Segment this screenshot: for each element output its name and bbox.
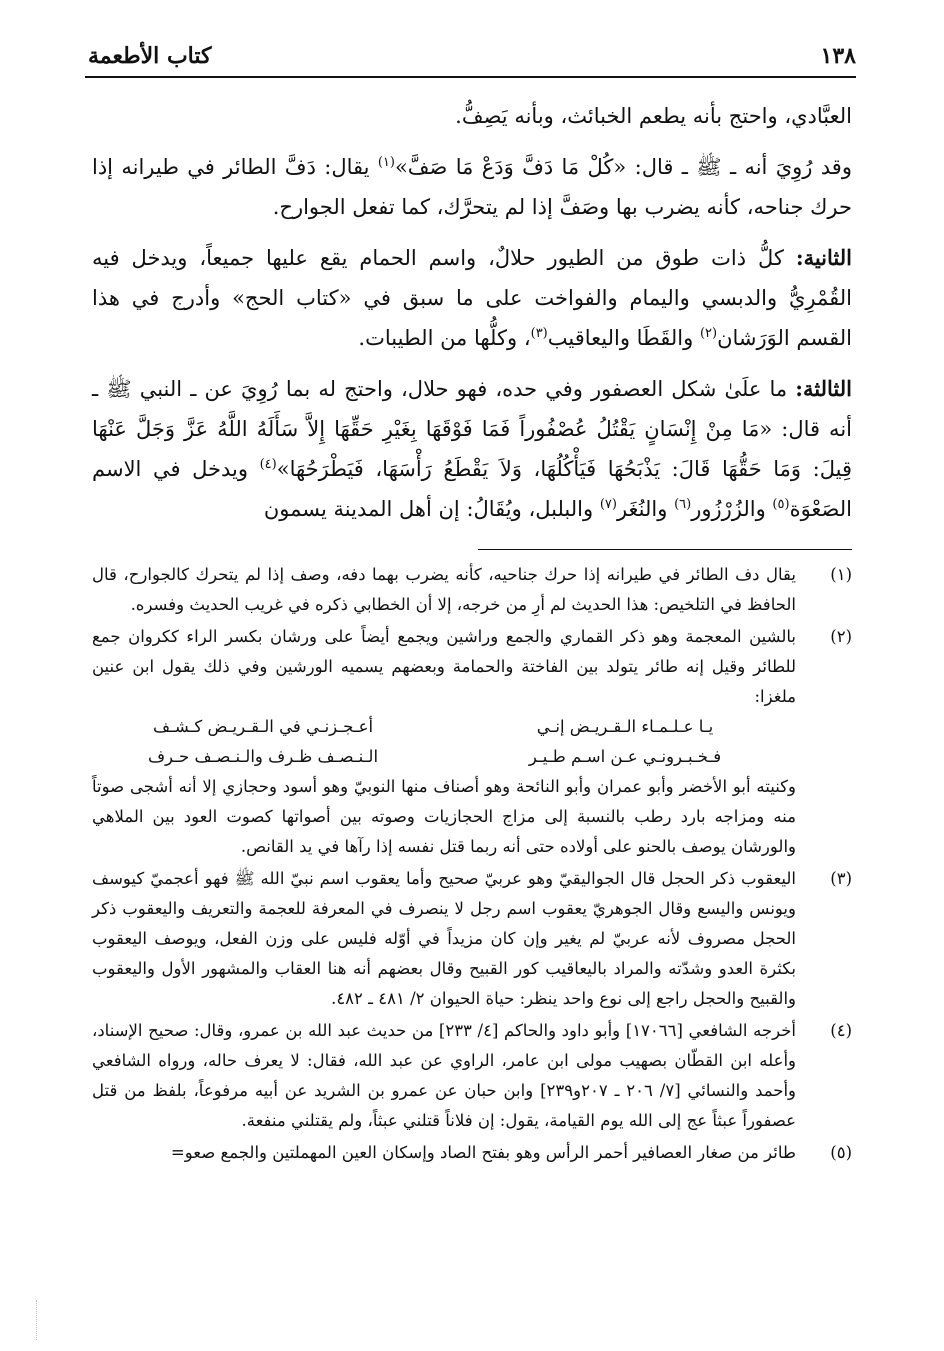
section-lead: الثانية: [795,245,852,270]
footnote-ref: (١) [377,155,395,170]
paragraph-3: الثانية: كلُّ ذات طوق من الطيور حلالٌ، واسم الحمام يقع عليها جميعاً، ويدخل فيه القُمْرِيُّ والدبسي واليمام والفواخت على ما سبق في «كتاب الحج» وأدرج في هذا القسم الوَرَشان$^{(٢)}$ والقَطَا واليعاقيب$^{(٣)}$، وكلُّها من الطيبات. [92,245,852,350]
paragraph-2: وقد رُوِيَ أنه ـ ﷺ ـ قال: «كُلْ مَا دَفَّ وَدَعْ مَا صَفَّ»$^{(١)}$ يقال: دَفَّ الطائر في طيرانه إذا حرك جناحه، كأنه يضرب بها وصَفَّ إذا لم يتحرَّك، كما تفعل الجوارح. [92,155,852,219]
footnote-1: (١) يقال دف الطائر في طيرانه إذا حرك جناحيه، كأنه يضرب بهما دفه، وصف إذا لم يتحرك كالجوارح، قال الحافظ في التلخيص: هذا الحديث لم أرِ من خرجه، إلا أن الخطابي ذكره في غريب الحديث وفسره. [92,560,852,620]
main-text [92,96,852,540]
footnotes [92,560,852,1170]
footnote-3: (٣) اليعقوب ذكر الحجل قال الجواليقيّ وهو عربيّ صحيح وأما يعقوب اسم نبيّ الله ﷺ فهو أعجميّ كيوسف ويونس واليسع وقال الجوهريّ يعقوب اسم رجل لا ينصرف في المعرفة للعجمة والتعريف واليعقوب ذكر الحجل مصروف لأنه عربيّ لم يغير وإن كان مزيداً في أوّله فليس على وزن الفعل، ويوصف اليعقوب بكثرة العدو وشدّته والمراد باليعاقيب كور القبيح وقال بعضهم أنه هنا العقاب والمشهور الأول واليعقوب والقبيح والحجل راجع إلى نوع واحد ينظر: حياة الحيوان ٢/ ٤٨١ ـ ٤٨٢. [92,864,852,1014]
footnote-ref: (٥) [772,497,790,512]
paragraph-1: العبَّادي، واحتج بأنه يطعم الخبائث، وبأنه يَصِفُّ. [455,104,852,128]
footnote-4: (٤) أخرجه الشافعي [١٧٠٦٦] وأبو داود والحاكم [٤/ ٢٣٣] من حديث عبد الله بن عمرو، وقال: صحيح الإسناد، وأعله ابن القطّان بصهيب مولى ابن عامر، الراوي عن عبد الله، فقال: لا يعرف حاله، ورواه الشافعي وأحمد والنسائي [٧/ ٢٠٦ ـ ٢٠٧و٢٣٩] وابن حبان عن عمرو بن الشريد عن أبيه مرفوعاً، بلفظ من قتل عصفوراً عبثاً عج إلى الله يوم القيامة، يقول: إن فلاناً قتلني عبثاً، ولم يقتلني منفعة. [92,1016,852,1136]
footnote-number: (١) [830,565,852,584]
scan-margin-mark [36,1300,38,1340]
footnote-ref: (٣) [530,326,548,341]
footnote-separator [478,549,852,550]
footnote-ref: (٦) [674,497,692,512]
chapter-title: كتاب الأطعمة [88,43,212,69]
footnote-ref: (٤) [259,457,277,472]
footnote-2: (٢) بالشين المعجمة وهو ذكر القماري والجمع وراشين ويجمع أيضاً على ورشان بكسر الراء ككروان جمع للطائر وقيل إنه طائر يتولد بين الفاختة والحمامة وبعضهم يسميه الورشين وفي ذلك يقول ابن عنين ملغزا: يـا عـلـمـاء الـقـريـض إنـي أعـجـزنـي في الـقـريـض كـشـف فـخـبـرونـي عـن اسـم طـيـر الـنـصـف ظـرف والـنـصـف حـرف وكنيته أبو الأخضر وأبو عمران وأبو النائحة وهو أصناف منها النوبيّ وهو أسود وحجازي إلا أنه أشجى صوتاً منه ومزاجه بارد رطب بالنسبة إلى مزاج الحجازيات وصوته بين أصواتها كصوت العود بين الملاهي والورشان يوصف بالحنو على أولاده حتى أنه ربما قتل نفسه إذا رآها في يد القانص. [92,622,852,862]
poem-verse-2: فـخـبـرونـي عـن اسـم طـيـر الـنـصـف ظـرف والـنـصـف حـرف [147,747,722,766]
header-rule [85,76,856,78]
footnote-ref: (٢) [699,326,718,341]
footnote-number: (٣) [830,869,852,888]
footnote-number: (٥) [830,1143,852,1162]
section-lead: الثالثة: [795,376,852,401]
paragraph-4: الثالثة: ما علَىٰ شكل العصفور وفي حده، فهو حلال، واحتج له بما رُوِيَ عن ـ النبي ﷺ ـ أنه قال: «مَا مِنْ إِنْسَانٍ يَقْتُلُ عُصْفُوراً فَمَا فَوْقَهَا بِغَيْرِ حَقِّهَا إِلاَّ سَأَلَهُ اللَّهُ عَزَّ وَجَلَّ عَنْهَا قِيلَ: وَمَا حَقُّهَا قَالَ: يَذْبَحُهَا فَيَأْكُلُهَا، وَلاَ يَقْطَعُ رَأْسَهَا، فَيَطْرَحُهَا»$^{(٤)}$ ويدخل في الاسم الصَعْوَة$^{(٥)}$ والزُرْزُور$^{(٦)}$ والنُغَر$^{(٧)}$ والبلبل، ويُقَالُ: إن أهل المدينة يسمون [92,376,852,521]
page-number: ١٣٨ [820,43,856,69]
footnote-ref: (٧) [599,497,617,512]
footnote-number: (٤) [830,1021,852,1040]
running-header [88,38,856,74]
footnote-5: (٥) طائر من صغار العصافير أحمر الرأس وهو بفتح الصاد وإسكان العين المهملتين والجمع صعو= [92,1138,852,1168]
poem-verse-1: يـا عـلـمـاء الـقـريـض إنـي أعـجـزنـي في الـقـريـض كـشـف [152,717,714,736]
footnote-number: (٢) [830,627,852,646]
